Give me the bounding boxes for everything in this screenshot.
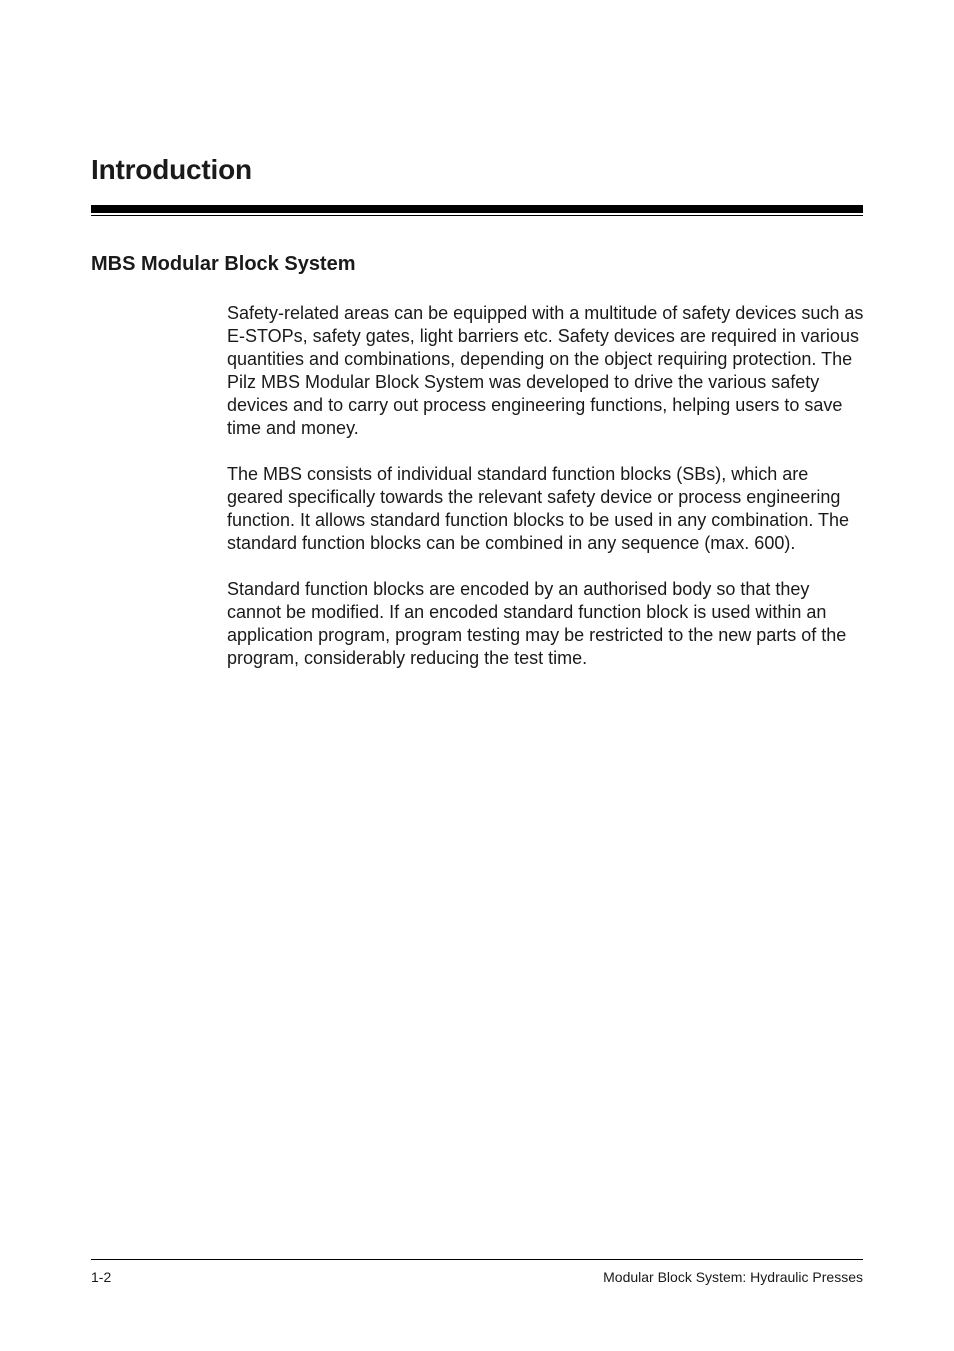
body-paragraph-3: Standard function blocks are encoded by an authorised body so that they cannot be modified. If an encoded standard function block is used within an application program, program testing may be restricted to the new parts of the program, considerably reducing the test time.	[227, 579, 847, 668]
section-title: MBS Modular Block System	[91, 253, 356, 275]
body-paragraph-2: The MBS consists of individual standard function blocks (SBs), which are geared specifically towards the relevant safety device or process engineering function. It allows standard function blocks to be used in any combination. The standard function blocks can be combined in any sequence (max. 600).	[227, 464, 850, 553]
footer-page-number: 1-2	[91, 1269, 112, 1285]
footer-document-title: Modular Block System: Hydraulic Presses	[603, 1269, 863, 1285]
chapter-title: Introduction	[91, 154, 252, 185]
footer-rule	[91, 1259, 863, 1260]
section-body	[227, 302, 867, 693]
chapter-rule-thin	[91, 215, 863, 216]
body-paragraph-1: Safety-related areas can be equipped with a multitude of safety devices such as E-STOPs, safety gates, light barriers etc. Safety devices are required in various quantities and combinations, depending on the object requiring protection. The Pilz MBS Modular Block System was developed to drive the various safety devices and to carry out process engineering functions, helping users to save time and money.	[227, 303, 864, 438]
chapter-rule-thick	[91, 205, 863, 213]
